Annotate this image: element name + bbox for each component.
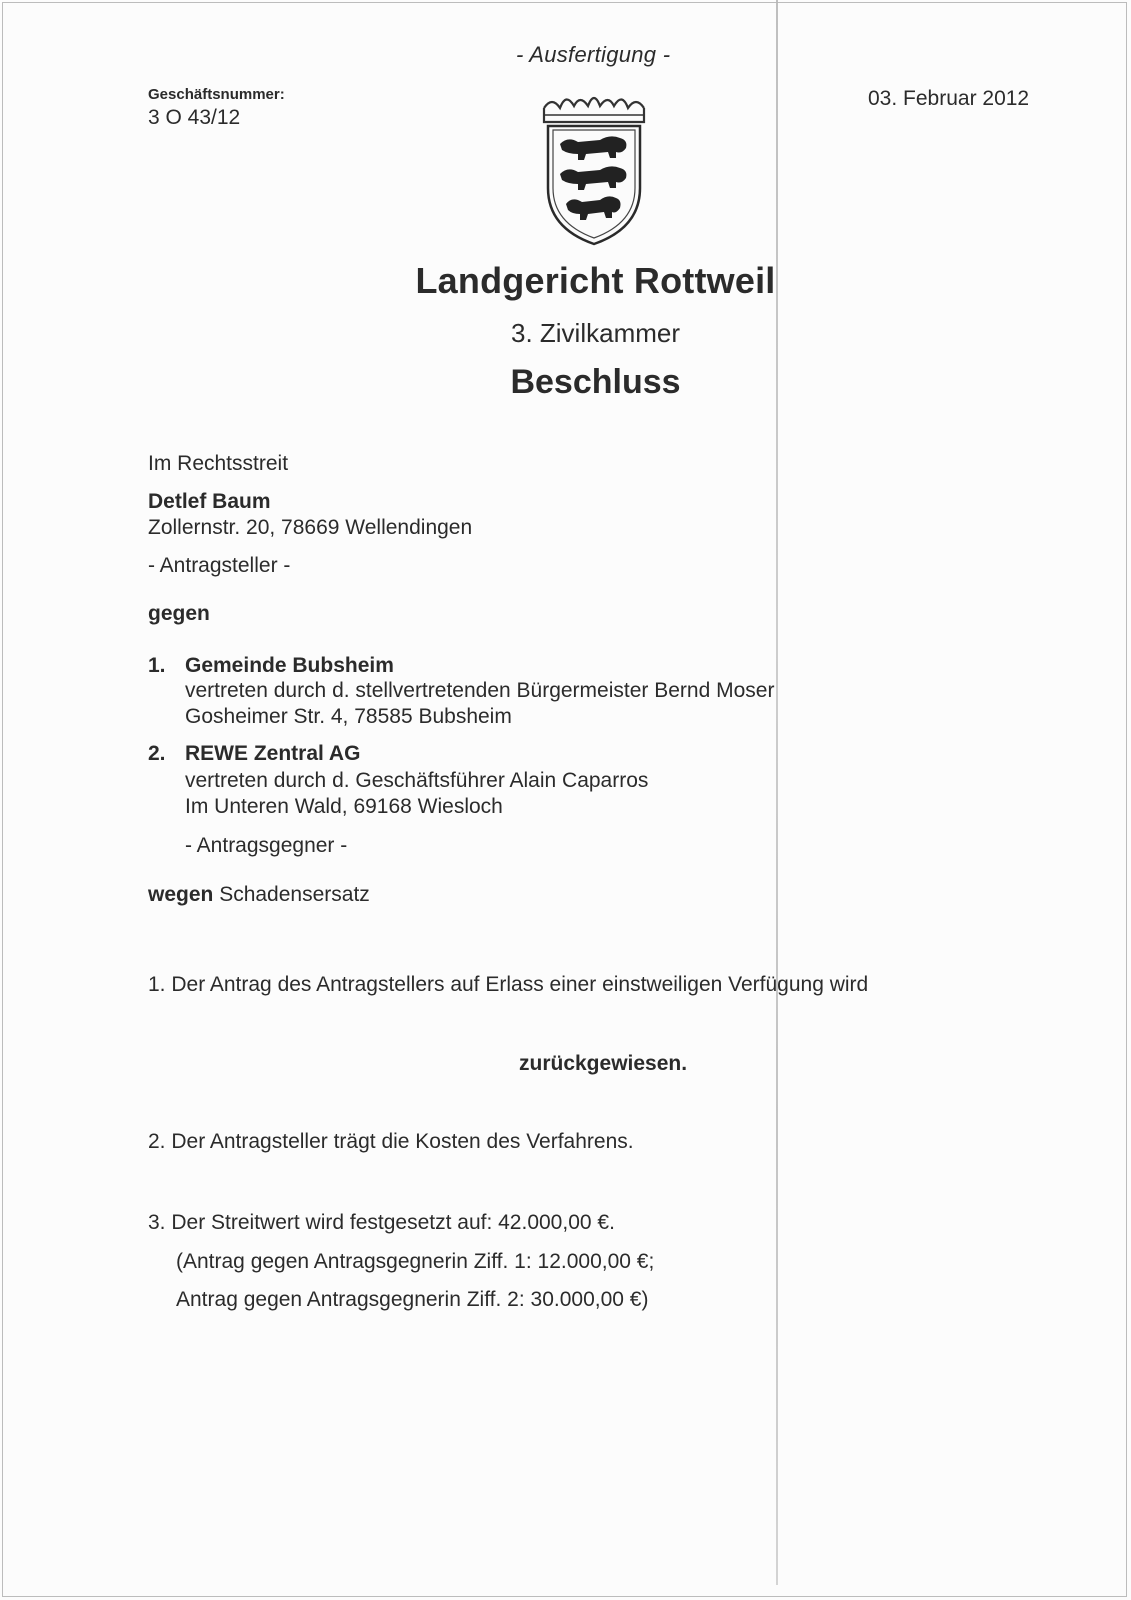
case-intro: Im Rechtsstreit [148, 452, 289, 475]
defendant-address: Gosheimer Str. 4, 78585 Bubsheim [185, 705, 512, 728]
document-date: 03. Februar 2012 [868, 87, 1030, 110]
case-subject [148, 883, 370, 907]
subject-label: wegen [148, 883, 214, 906]
ruling-3-detail: (Antrag gegen Antragsgegnerin Ziff. 1: 12.000,00 €; [176, 1250, 655, 1273]
case-number: 3 O 43/12 [148, 106, 241, 129]
plaintiff-name: Detlef Baum [148, 490, 271, 513]
defendant-representative: vertreten durch d. stellvertretenden Bürgermeister Bernd Moser [185, 679, 775, 702]
ruling-1: 1. Der Antrag des Antragstellers auf Erlass einer einstweiligen Verfügung wird [148, 973, 869, 996]
plaintiff-address: Zollernstr. 20, 78669 Wellendingen [148, 516, 473, 539]
subject-text: Schadensersatz [213, 883, 370, 906]
defendants-role: - Antragsgegner - [185, 834, 348, 857]
document-type: Beschluss [510, 363, 681, 401]
ruling-1-decision: zurückgewiesen. [519, 1052, 688, 1075]
defendant-address: Im Unteren Wald, 69168 Wiesloch [185, 795, 503, 818]
defendant-representative: vertreten durch d. Geschäftsführer Alain Caparros [185, 769, 649, 792]
defendant-number: 2. [148, 742, 166, 765]
versus-label: gegen [148, 602, 210, 625]
coat-of-arms-icon [538, 88, 650, 248]
court-name: Landgericht Rottweil [415, 260, 776, 301]
ruling-3-detail: Antrag gegen Antragsgegnerin Ziff. 2: 30.000,00 €) [176, 1288, 649, 1311]
scan-fold-line [776, 0, 778, 1585]
defendant-number: 1. [148, 654, 166, 677]
case-number-label: Geschäftsnummer: [148, 86, 285, 103]
ruling-2: 2. Der Antragsteller trägt die Kosten des Verfahrens. [148, 1130, 634, 1153]
plaintiff-role: - Antragsteller - [148, 554, 291, 577]
defendant-name: REWE Zentral AG [185, 742, 361, 765]
court-chamber: 3. Zivilkammer [510, 318, 680, 348]
defendant-name: Gemeinde Bubsheim [185, 654, 394, 677]
ruling-3: 3. Der Streitwert wird festgesetzt auf: 42.000,00 €. [148, 1211, 615, 1234]
ausfertigung-label: - Ausfertigung - [516, 42, 671, 67]
